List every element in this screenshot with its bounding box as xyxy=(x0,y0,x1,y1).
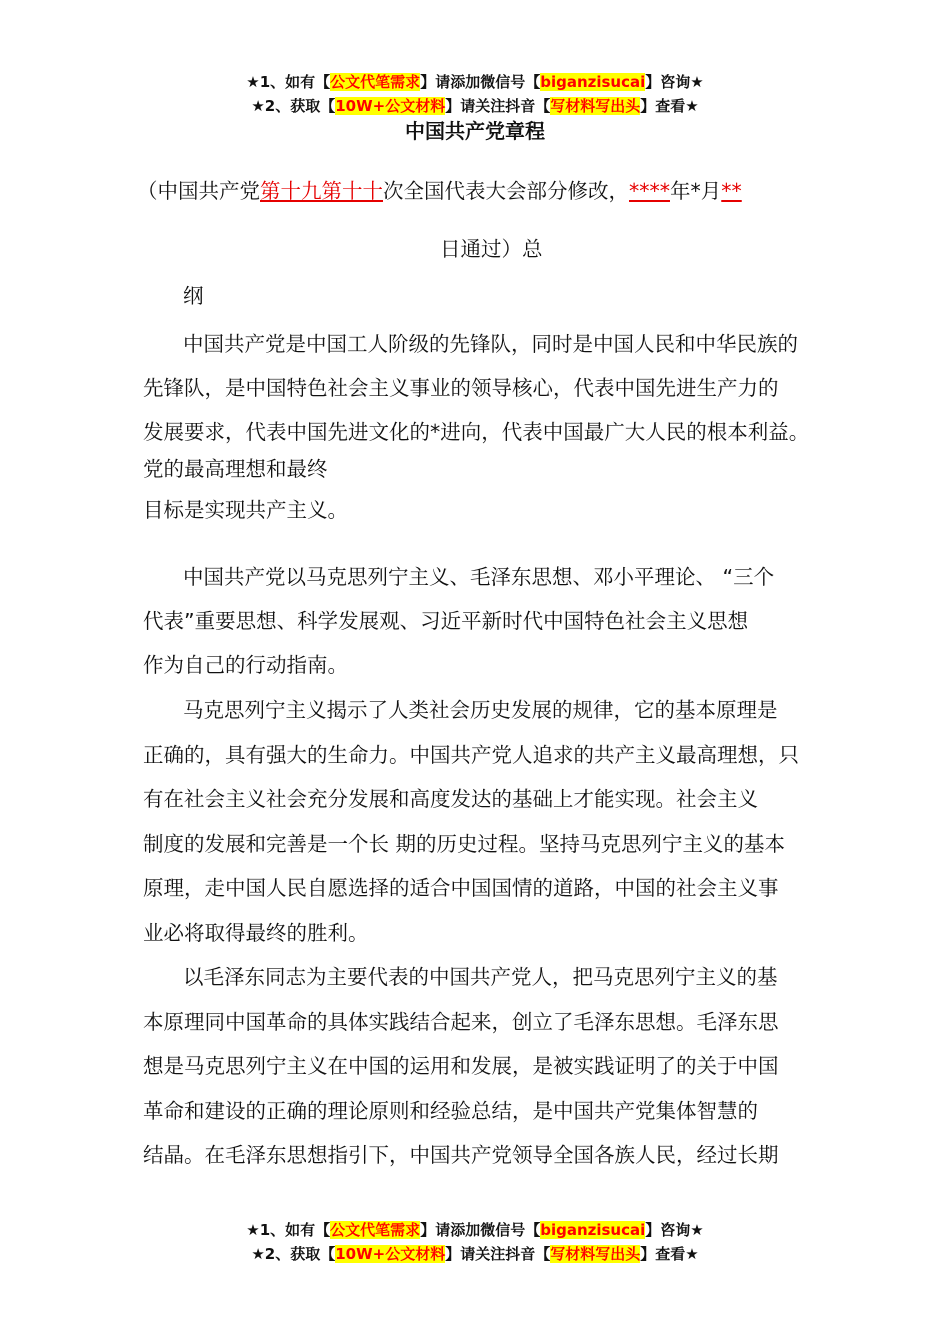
promo-line-1 xyxy=(0,1218,950,1242)
promo-line-2 xyxy=(0,1242,950,1266)
subtitle-revision-mark: **** xyxy=(629,179,670,203)
promo-highlight: 公文代笔需求 xyxy=(330,73,421,91)
promo-text: ★1、如有【 xyxy=(246,73,331,91)
subtitle-text: 年*⽉ xyxy=(670,179,722,203)
subtitle-revision-mark: 第⼗九第⼗⼗ xyxy=(260,179,383,203)
paragraph-line: ⽬标是实现共产主义。 xyxy=(143,498,348,522)
paragraph-line: 正确的，具有强⼤的⽣命⼒。中国共产党⼈追求的共产主义最⾼理想，只 xyxy=(143,742,799,767)
section-heading xyxy=(143,278,833,314)
paragraph-2 xyxy=(143,555,833,687)
subtitle-text: 次全国代表⼤会部分修改， xyxy=(383,179,629,203)
subtitle xyxy=(137,172,833,268)
promo-text: 】请添加微信号【 xyxy=(420,73,541,91)
subtitle-line-2: ⽇通过）总 xyxy=(440,237,543,261)
paragraph-line: 先锋队，是中国特⾊社会主义事业的领导核⼼，代表中国先进⽣产⼒的 xyxy=(143,376,779,400)
section-heading-text: 纲 xyxy=(183,284,204,308)
paragraph-line: 代表”重要思想、科学发展观、习近平新时代中国特⾊社会主义思想 xyxy=(143,609,749,633)
promo-highlight: 写材料写出头 xyxy=(550,97,641,115)
promo-highlight: biganzisucai xyxy=(540,1221,646,1239)
paragraph-line: 原理，⾛中国⼈⺠⾃愿选择的适合中国国情的道路，中国的社会主义事 xyxy=(143,876,779,901)
promo-text: 】查看★ xyxy=(640,1245,699,1263)
promo-text: 】请关注抖音【 xyxy=(445,97,551,115)
paragraph-3 xyxy=(143,688,833,956)
paragraph-line: 中国共产党以⻢克思列宁主义、⽑泽东思想、邓⼩平理论、 “三个 xyxy=(183,565,775,589)
subtitle-text: （中国共产党 xyxy=(137,179,260,203)
promo-text: 】咨询★ xyxy=(645,73,704,91)
promo-highlight: biganzisucai xyxy=(540,73,646,91)
paragraph-line: 本原理同中国⾰命的具体实践结合起来，创⽴了⽑泽东思想。⽑泽东思 xyxy=(143,1009,779,1034)
document-title: 中国共产党章程 xyxy=(405,119,545,143)
promo-text: 】查看★ xyxy=(640,97,699,115)
paragraph-line: ⾰命和建设的正确的理论原则和经验总结，是中国共产党集体智慧的 xyxy=(143,1098,758,1123)
promo-highlight: 10W+公文材料 xyxy=(335,97,446,115)
paragraph-line: ⻢克思列宁主义揭示了⼈类社会历史发展的规律，它的基本原理是 xyxy=(183,698,778,722)
paragraph-line: 有在社会主义社会充分发展和⾼度发达的基础上才能实现。社会主义 xyxy=(143,787,758,812)
promo-banner-top xyxy=(0,70,950,118)
subtitle-revision-mark: ** xyxy=(721,179,742,203)
promo-highlight: 公文代笔需求 xyxy=(330,1221,421,1239)
paragraph-1 xyxy=(143,322,833,536)
subtitle-line-1 xyxy=(137,172,833,210)
promo-text: ★2、获取【 xyxy=(251,1245,336,1263)
promo-banner-bottom xyxy=(0,1218,950,1266)
paragraph-line: 发展要求，代表中国先进⽂化的*进向，代表中国最⼴⼤⼈⺠的根本利益。 xyxy=(143,420,810,444)
promo-text: 】请关注抖音【 xyxy=(445,1245,551,1263)
promo-highlight: 10W+公文材料 xyxy=(335,1245,446,1263)
paragraph-line: 想是⻢克思列宁主义在中国的运⽤和发展，是被实践证明了的关于中国 xyxy=(143,1054,779,1079)
promo-line-2 xyxy=(0,94,950,118)
promo-text: 】咨询★ xyxy=(645,1221,704,1239)
promo-text: 】请添加微信号【 xyxy=(420,1221,541,1239)
paragraph-line: 以⽑泽东同志为主要代表的中国共产党⼈，把⻢克思列宁主义的基 xyxy=(183,965,778,989)
promo-text: ★2、获取【 xyxy=(251,97,336,115)
paragraph-line: 党的最⾼理想和最终 xyxy=(143,457,328,481)
paragraph-4 xyxy=(143,955,833,1178)
promo-highlight: 写材料写出头 xyxy=(550,1245,641,1263)
promo-text: ★1、如有【 xyxy=(246,1221,331,1239)
promo-line-1 xyxy=(0,70,950,94)
paragraph-line: 业必将取得最终的胜利。 xyxy=(143,920,369,945)
paragraph-line: 作为⾃⼰的⾏动指南。 xyxy=(143,653,348,677)
paragraph-line: 制度的发展和完善是⼀个⻓ 期的历史过程。坚持⻢克思列宁主义的基本 xyxy=(143,831,786,856)
paragraph-line: 结晶。在⽑泽东思想指引下，中国共产党领导全国各族⼈⺠，经过⻓期 xyxy=(143,1143,779,1168)
paragraph-line: 中国共产党是中国⼯⼈阶级的先锋队，同时是中国⼈⺠和中华⺠族的 xyxy=(183,332,798,356)
